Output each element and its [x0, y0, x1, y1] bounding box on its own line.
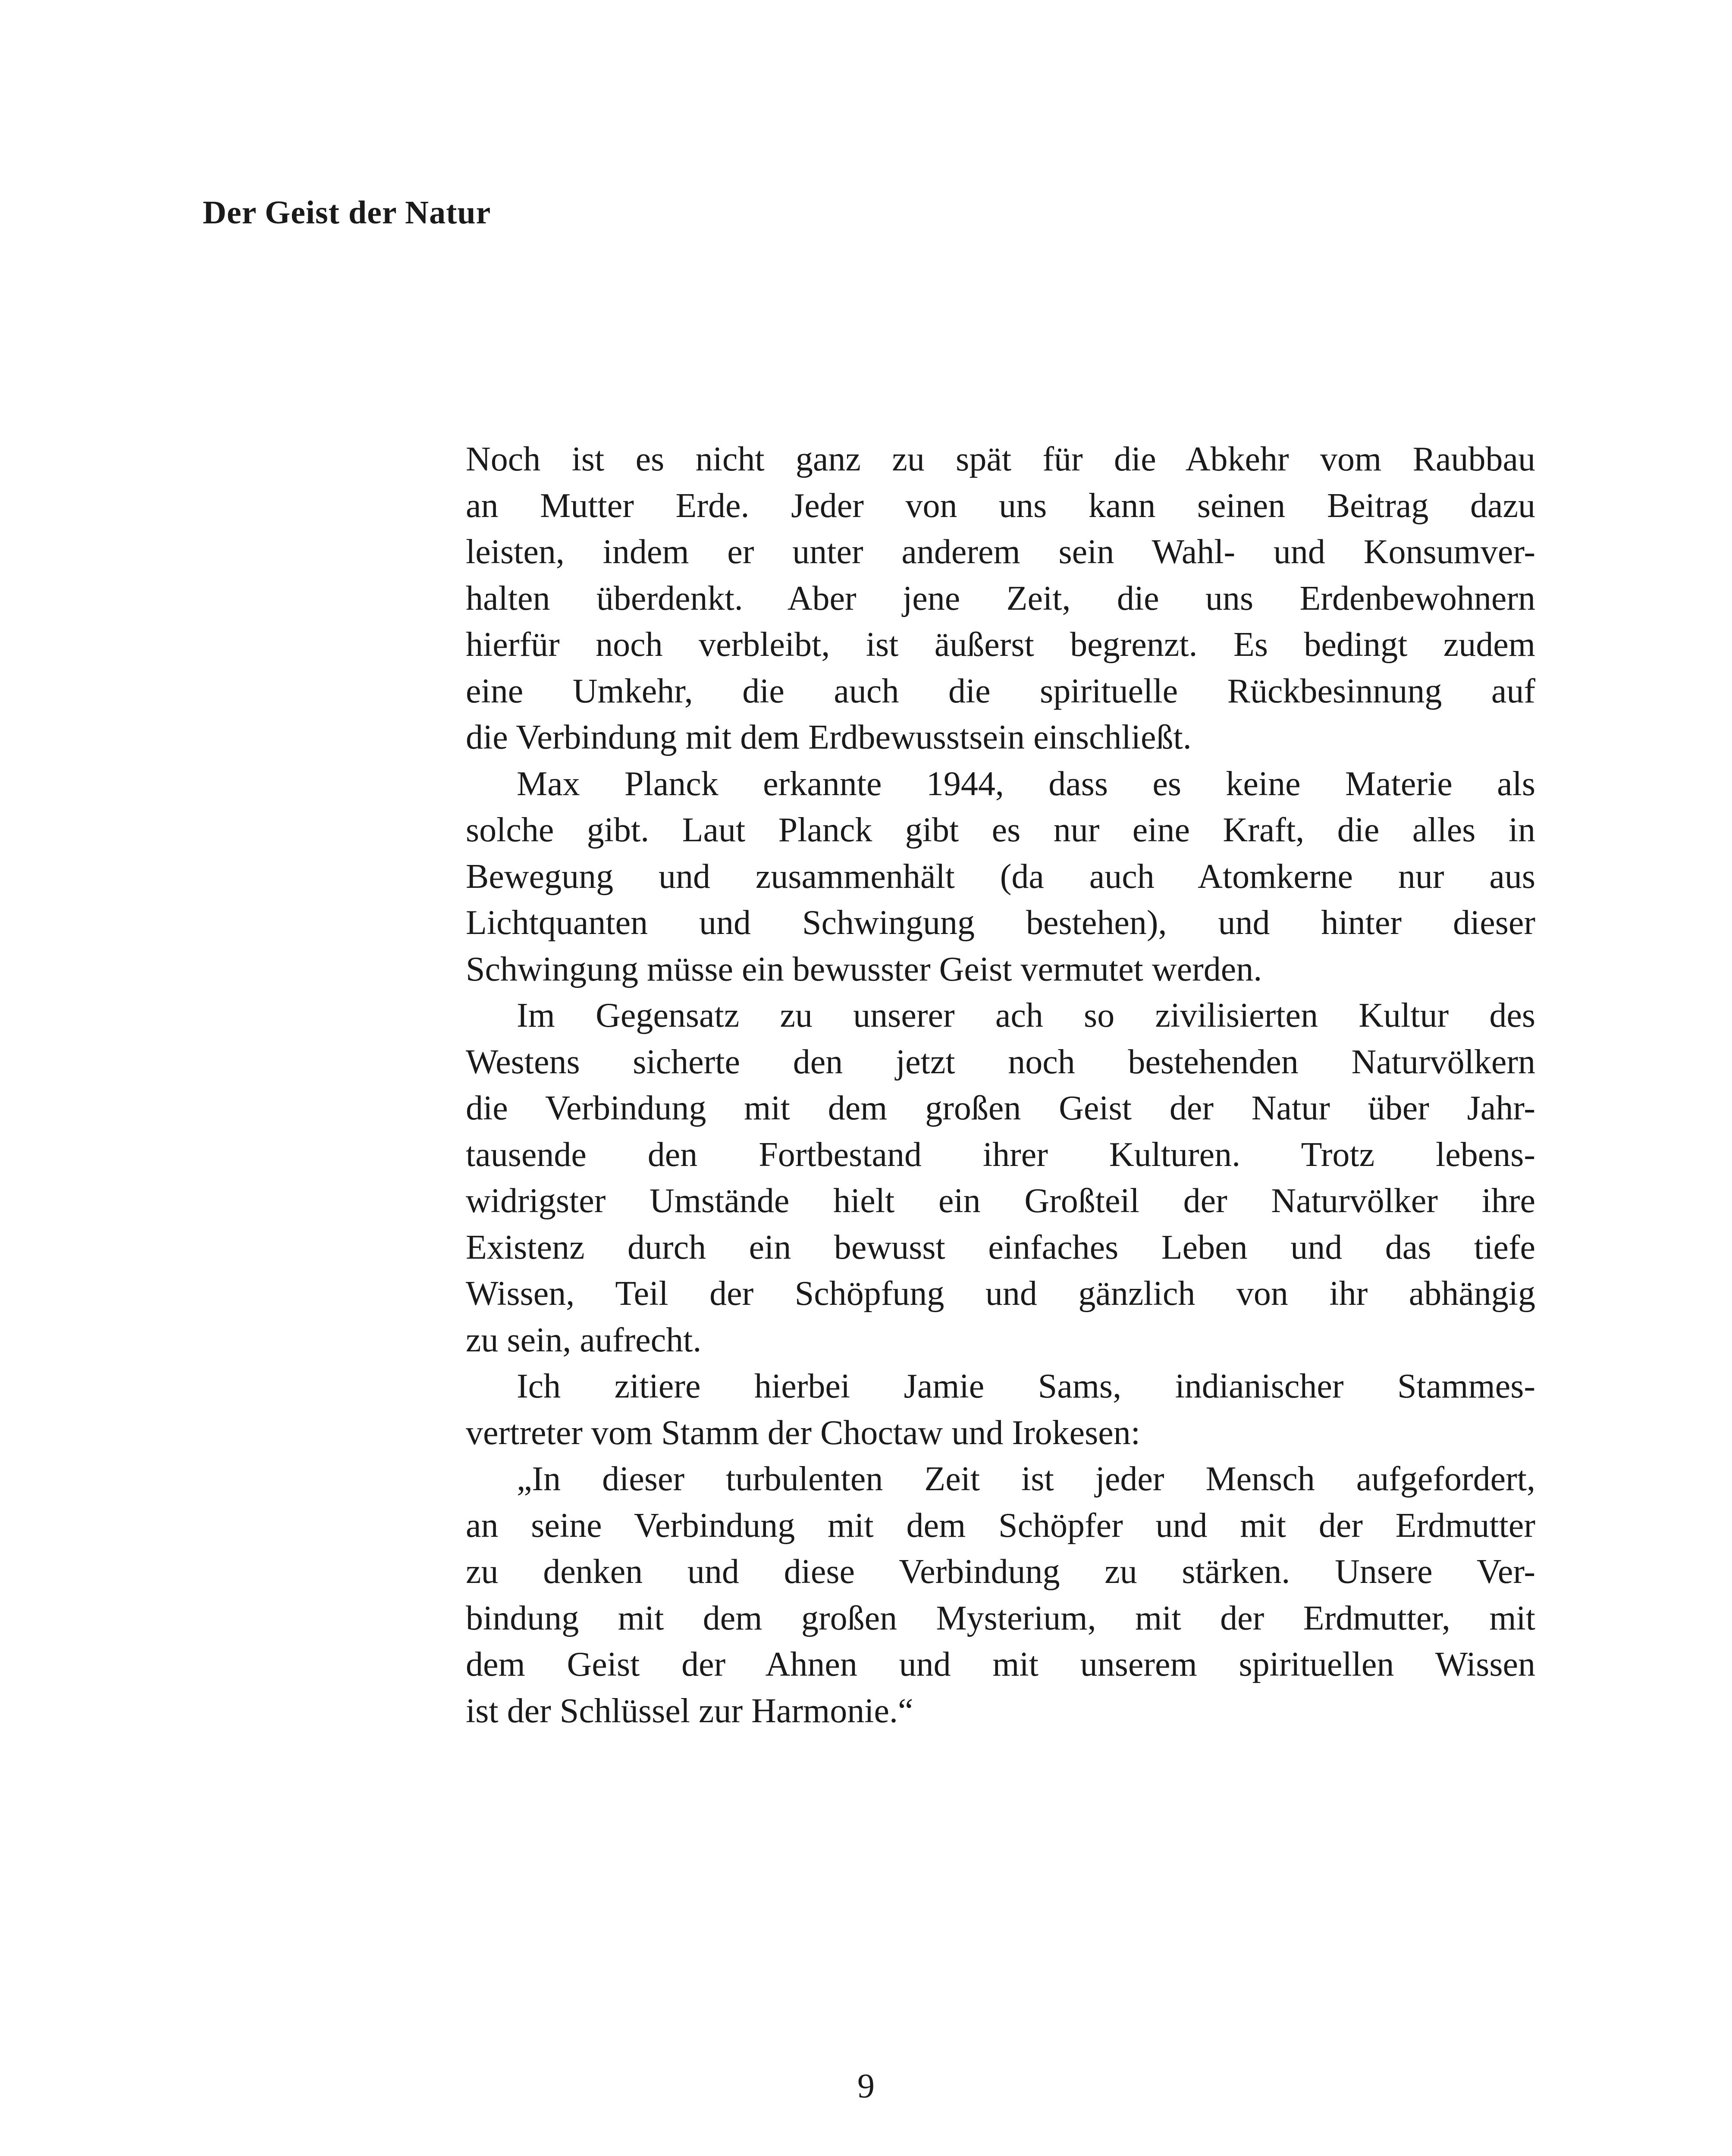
text-line: „In dieser turbulenten Zeit ist jeder Mensch aufgefordert,	[517, 1460, 1535, 1498]
text-line: halten überdenkt. Aber jene Zeit, die uns Erdenbewohnern	[466, 579, 1535, 617]
text-line: leisten, indem er unter anderem sein Wahl- und Konsumver-	[466, 533, 1535, 571]
paragraph	[466, 761, 1535, 993]
text-line: zu sein, aufrecht.	[466, 1321, 702, 1359]
paragraph	[466, 1456, 1535, 1734]
text-line: tausende den Fortbestand ihrer Kulturen. Trotz lebens-	[466, 1135, 1535, 1174]
text-line: bindung mit dem großen Mysterium, mit der Erdmutter, mit	[466, 1599, 1535, 1637]
text-line: zu denken und diese Verbindung zu stärken. Unsere Ver-	[466, 1553, 1535, 1591]
text-line: eine Umkehr, die auch die spirituelle Rückbesinnung auf	[466, 672, 1535, 710]
paragraph	[466, 436, 1535, 761]
text-line: die Verbindung mit dem großen Geist der Natur über Jahr-	[466, 1089, 1535, 1127]
text-line: Ich zitiere hierbei Jamie Sams, indianischer Stammes-	[517, 1367, 1535, 1405]
text-line: Westens sicherte den jetzt noch bestehenden Naturvölkern	[466, 1043, 1535, 1081]
page-number: 9	[857, 2067, 875, 2105]
text-line: Noch ist es nicht ganz zu spät für die Abkehr vom Raubbau	[466, 440, 1535, 478]
page-header-title: Der Geist der Natur	[203, 194, 491, 231]
text-line: an Mutter Erde. Jeder von uns kann seinen Beitrag dazu	[466, 486, 1535, 525]
text-line: Im Gegensatz zu unserer ach so zivilisierten Kultur des	[517, 997, 1535, 1034]
text-line: ist der Schlüssel zur Harmonie.“	[466, 1692, 913, 1730]
text-line: Existenz durch ein bewusst einfaches Leben und das tiefe	[466, 1228, 1535, 1266]
text-line: Wissen, Teil der Schöpfung und gänzlich von ihr abhängig	[466, 1275, 1535, 1313]
text-line: widrigster Umstände hielt ein Großteil der Naturvölker ihre	[466, 1182, 1535, 1220]
paragraph	[466, 993, 1535, 1363]
body-text	[466, 436, 1535, 1734]
text-line: Bewegung und zusammenhält (da auch Atomkerne nur aus	[466, 857, 1535, 896]
text-line: Lichtquanten und Schwingung bestehen), und hinter dieser	[466, 904, 1535, 942]
text-line: solche gibt. Laut Planck gibt es nur eine Kraft, die alles in	[466, 811, 1535, 849]
text-line: die Verbindung mit dem Erdbewusstsein einschließt.	[466, 718, 1192, 756]
text-line: vertreter vom Stamm der Choctaw und Irokesen:	[466, 1413, 1140, 1452]
text-line: hierfür noch verbleibt, ist äußerst begrenzt. Es bedingt zudem	[466, 626, 1535, 664]
paragraph	[466, 1363, 1535, 1456]
text-line: an seine Verbindung mit dem Schöpfer und mit der Erdmutter	[466, 1506, 1535, 1545]
text-line: dem Geist der Ahnen und mit unserem spirituellen Wissen	[466, 1645, 1535, 1683]
text-line: Schwingung müsse ein bewusster Geist vermutet werden.	[466, 950, 1262, 988]
text-line: Max Planck erkannte 1944, dass es keine Materie als	[517, 765, 1535, 803]
